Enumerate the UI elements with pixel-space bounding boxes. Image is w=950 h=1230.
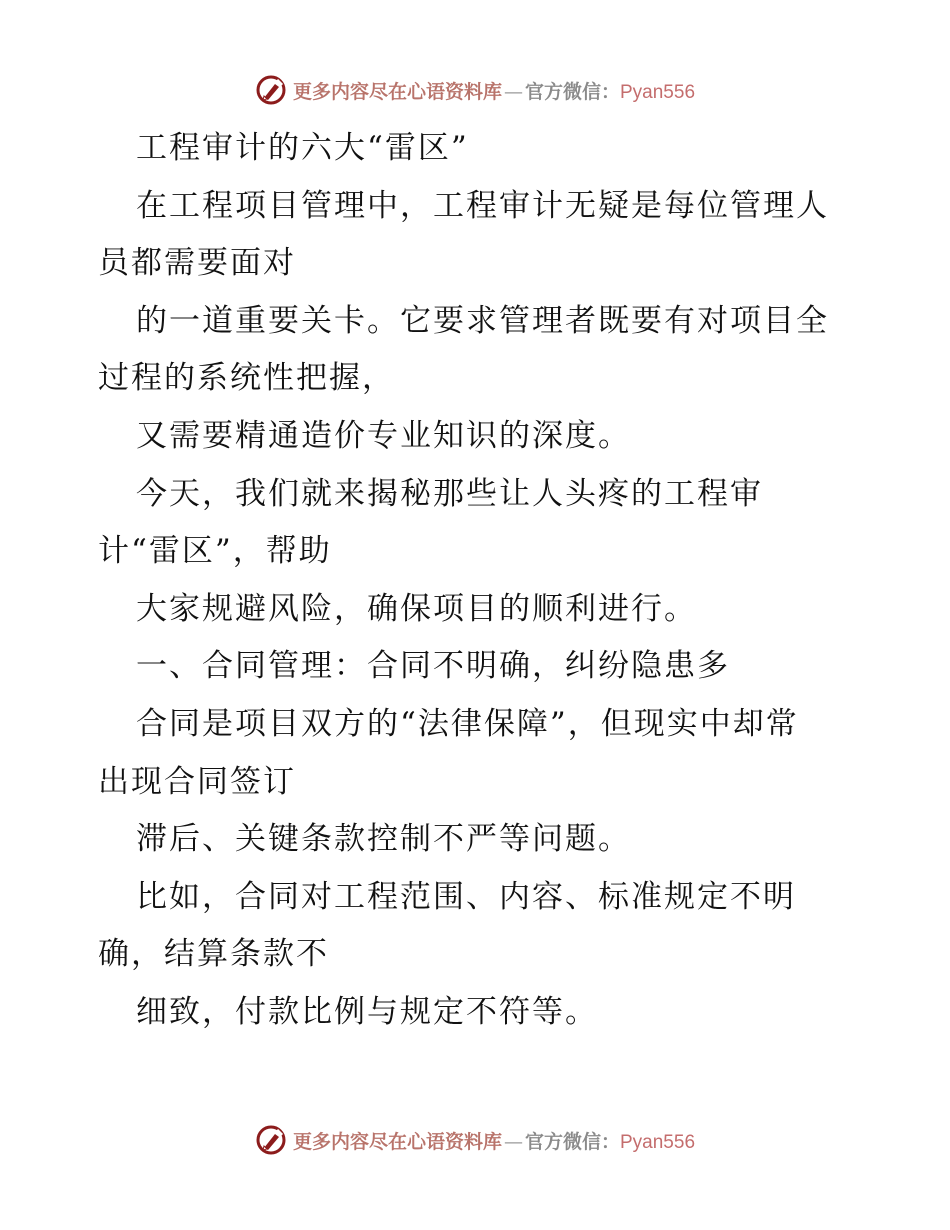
footer-banner-text: [293, 1127, 695, 1154]
paragraph-line: 滞后、关键条款控制不严等问题。: [136, 821, 631, 858]
banner-wechat-label: 官方微信：: [524, 1130, 620, 1153]
paragraph-line: 今天，我们就来揭秘那些让人头疼的工程审: [136, 475, 763, 512]
paragraph-line: 大家规避风险，确保项目的顺利进行。: [136, 590, 697, 627]
footer-banner: [0, 1120, 950, 1160]
paragraph-line: 的一道重要关卡。它要求管理者既要有对项目全: [136, 302, 829, 339]
banner-dash: —: [503, 1130, 523, 1153]
paragraph-line: 过程的系统性把握，: [98, 360, 395, 397]
section-heading: 一、合同管理：合同不明确，纠纷隐患多: [136, 648, 730, 685]
banner-site-text: 更多内容尽在心语资料库: [292, 80, 502, 103]
document-body: [98, 120, 868, 1042]
paragraph-line: 工程审计的六大“雷区”: [136, 130, 469, 166]
paragraph-line: 出现合同签订: [98, 763, 296, 800]
header-banner: [0, 70, 950, 110]
paragraph-line: 比如，合同对工程范围、内容、标准规定不明: [136, 878, 796, 915]
banner-wechat-id: Pyan556: [620, 1131, 696, 1153]
pen-logo-icon: [255, 1124, 287, 1156]
paragraph-line: 确，结算条款不: [98, 936, 329, 973]
footer-banner-inner: [255, 1124, 695, 1156]
paragraph-line: 员都需要面对: [98, 245, 296, 282]
banner-wechat-id: Pyan556: [620, 81, 696, 103]
banner-wechat-label: 官方微信：: [524, 80, 620, 103]
header-banner-text: [293, 77, 695, 104]
paragraph-line: 又需要精通造价专业知识的深度。: [136, 417, 631, 454]
paragraph-line: 细致，付款比例与规定不符等。: [136, 993, 598, 1030]
banner-dash: —: [503, 80, 523, 103]
header-banner-inner: [255, 74, 695, 106]
paragraph-line: 合同是项目双方的“法律保障”，但现实中却常: [136, 705, 799, 742]
paragraph-line: 在工程项目管理中，工程审计无疑是每位管理人: [136, 187, 829, 224]
pen-logo-icon: [255, 74, 287, 106]
paragraph-line: 计“雷区”，帮助: [98, 533, 332, 570]
banner-site-text: 更多内容尽在心语资料库: [292, 1130, 502, 1153]
